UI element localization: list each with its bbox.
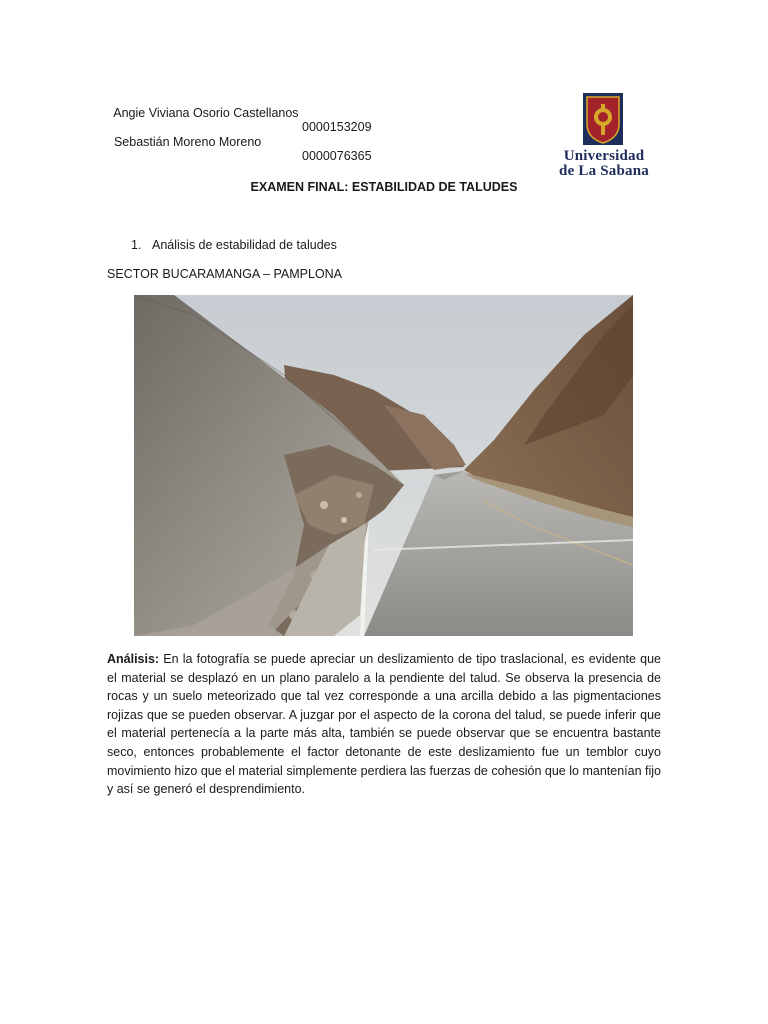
- author-name: Sebastián Moreno Moreno: [113, 135, 262, 149]
- section-number: 1.: [131, 238, 142, 252]
- author-name: Angie Viviana Osorio Castellanos: [113, 106, 299, 120]
- logo-text-line1: Universidad: [563, 148, 645, 164]
- section-label: Análisis de estabilidad de taludes: [152, 238, 337, 252]
- analysis-text: En la fotografía se puede apreciar un deslizamiento de tipo traslacional, es evidente que el material se desplazó en un plano paralelo a la pendiente del talud. Se observa la presencia de rocas y un suelo meteorizado que tal vez corresponde a una arcilla debido a las pigmentaciones rojizas que se pueden observar. A juzgar por el aspecto de la corona del talud, se puede inferir que el material pertenecía a la parte más alta, también se puede observar que se encuentra bastante seco, entonces probablemente el factor detonante de este deslizamiento fue un temblor cuyo movimiento hizo que el material simplemente perdiera las fuerzas de cohesión que lo mantenían fijo y así se generó el desprendimiento.: [107, 652, 661, 797]
- sector-subtitle: SECTOR BUCARAMANGA – PAMPLONA: [107, 267, 343, 281]
- analysis-label: Análisis:: [107, 652, 160, 666]
- university-logo: [548, 92, 660, 182]
- university-seal-icon: [582, 92, 624, 146]
- analysis-paragraph: [107, 650, 661, 799]
- document-title: EXAMEN FINAL: ESTABILIDAD DE TALUDES: [250, 180, 518, 194]
- landslide-photo: [134, 295, 633, 636]
- author-id: 0000076365: [302, 149, 372, 163]
- author-id: 0000153209: [302, 120, 372, 134]
- logo-text-line2: de La Sabana: [559, 163, 649, 179]
